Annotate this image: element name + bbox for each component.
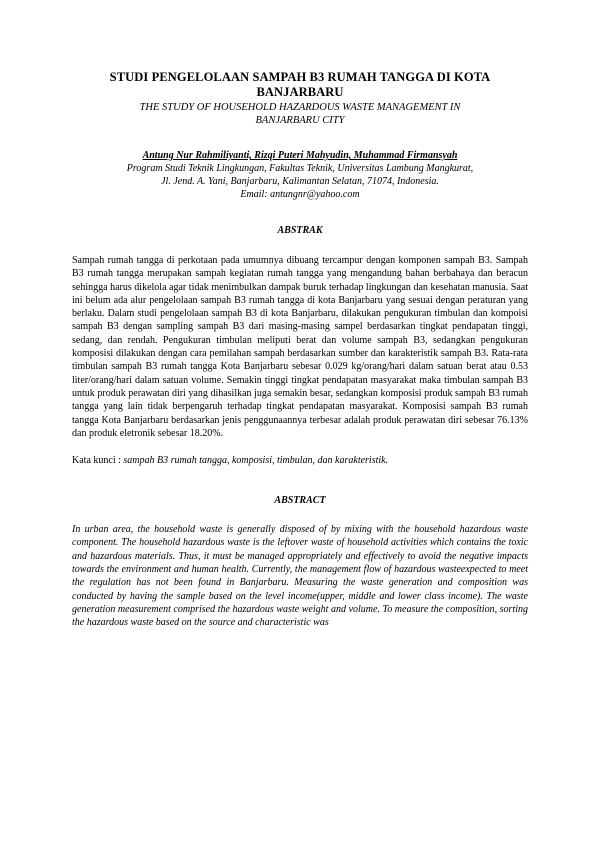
paper-title-english: THE STUDY OF HOUSEHOLD HAZARDOUS WASTE MANAGEMENT IN BANJARBARU CITY bbox=[139, 102, 461, 126]
affiliation-line-1: Program Studi Teknik Lingkungan, Fakultas Teknik, Universitas Lambung Mangkurat, bbox=[126, 163, 474, 174]
author-names: Antung Nur Rahmiliyanti, Rizqi Puteri Mahyudin, Muhammad Firmansyah bbox=[142, 150, 458, 161]
author-block bbox=[72, 149, 528, 201]
paper-title: STUDI PENGELOLAAN SAMPAH B3 RUMAH TANGGA DI KOTA BANJARBARU bbox=[109, 70, 491, 99]
abstract-body: In urban area, the household waste is generally disposed of by mixing with the household hazardous waste component. The household hazardous waste is the leftover waste of household activities which contains the toxic and hazardous materials. Thus, it must be managed appropriately and effectively to avoid the negative impacts towards the environment and human health. Currently, the management flow of hazardous wasteexpected to meet the regulation has not been found in Banjarbaru. Measuring the waste generation and composition was conducted by having the sample based on the level income(upper, middle and lower class income). The waste generation measurement comprised the hazardous waste weight and volume. To measure the composition, sorting the hazardous waste based on the source and characteristic was bbox=[72, 524, 528, 629]
keywords-value: sampah B3 rumah tangga, komposisi, timbulan, dan karakteristik. bbox=[123, 455, 389, 467]
abstrak-heading: ABSTRAK bbox=[277, 225, 323, 236]
author-email: Email: antungnr@yahoo.com bbox=[240, 189, 360, 200]
abstrak-body: Sampah rumah tangga di perkotaan pada umumnya dibuang tercampur dengan komponen sampah B3. Sampah B3 rumah tangga merupakan sampah kegiatan rumah tangga yang mengandung bahan berbahaya dan beracun sehingga harus dikelola agar tidak menimbulkan dampak buruk terhadap lingkungan dan kesehatan manusia. Saat ini belum ada alur pengelolaan sampah B3 rumah tangga di kota Banjarbaru yang sesuai dengan peraturan yang berlaku. Dalam studi pengelolaan sampah B3 di kota Banjarbaru, dilakukan pengukuran timbulan dan kompoisi sampah B3 dengan sampling sampah B3 dari masing-masing sampel berdasarkan tingkat pendapatan tinggi, sedang, dan rendah. Pengukuran timbulan meliputi berat dan volume sampah B3, sedangkan pengukuran komposisi dilakukan dengan cara pemilahan sampah berdasarkan sumber dan karakteristik sampah B3. Rata-rata timbulan sampah B3 rumah tangga Kota Banjarbaru sebesar 0.029 kg/orang/hari dalam satuan berat atau 0.53 liter/orang/hari dalam satuan volume. Semakin tinggi tingkat pendapatan masyarakat maka timbulan sampah B3 untuk produk perawatan diri yang dihasilkan juga semakin besar, sedangkan komposisi produk sampah B3 rumah tangga yang lain tidak berpengaruh terhadap tingkat pendapatan masyarakat. Komposisi sampah B3 rumah tangga Kota Banjarbaru berdasarkan jenis penggunaannya terbesar adalah produk perawatan diri sebesar 76.13% dan produk eletronik sebesar 18.20%. bbox=[72, 255, 528, 439]
abstract-heading: ABSTRACT bbox=[274, 495, 326, 507]
affiliation-line-2: Jl. Jend. A. Yani, Banjarbaru, Kalimantan Selatan, 71074, Indonesia. bbox=[161, 176, 439, 187]
keywords bbox=[72, 454, 528, 467]
paper-page bbox=[0, 70, 600, 846]
keywords-label: Kata kunci : bbox=[72, 455, 121, 467]
